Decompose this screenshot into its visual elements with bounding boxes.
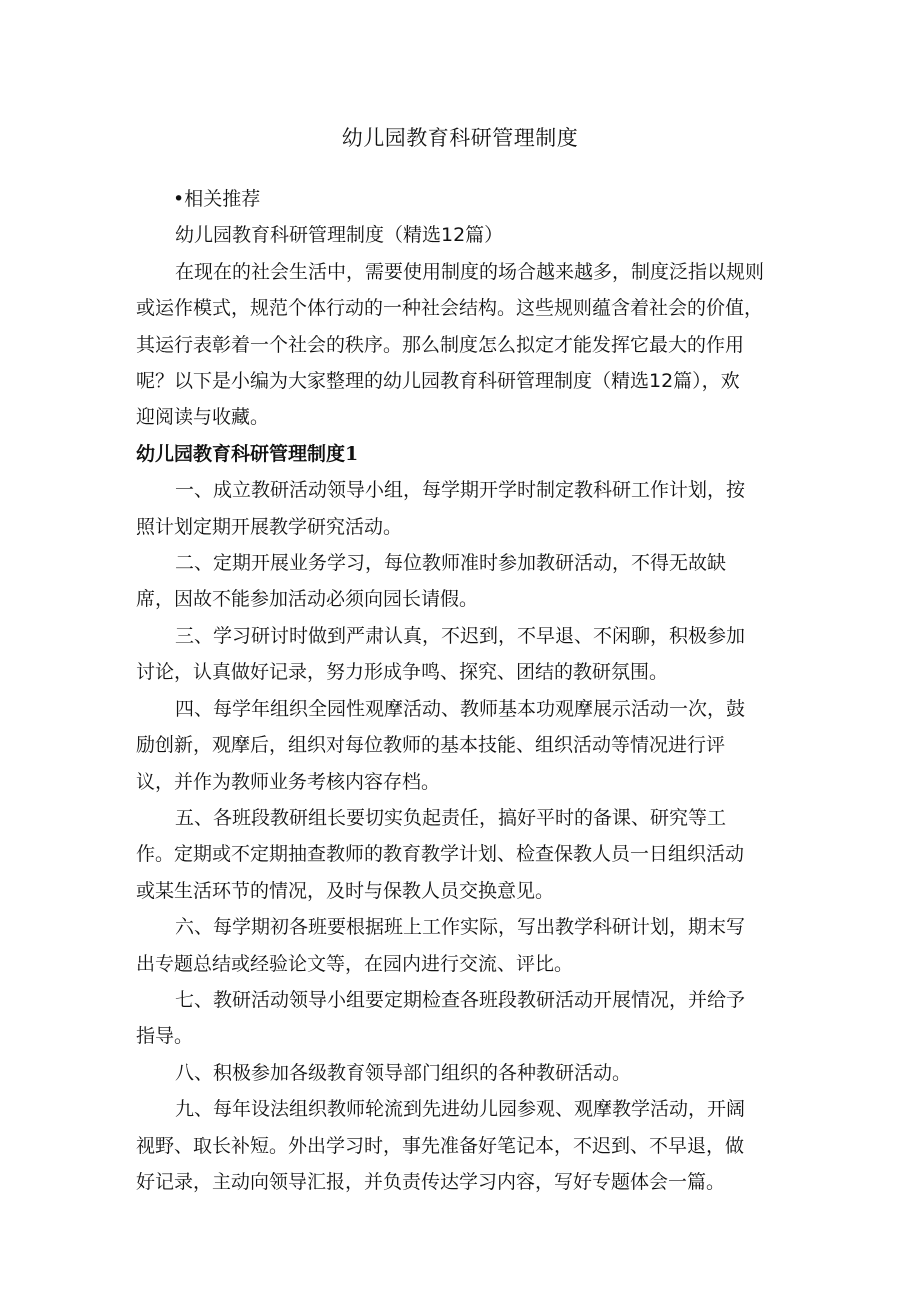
rule-line: 作。定期或不定期抽查教师的教育教学计划、检查保教人员一日组织活动 — [136, 843, 745, 866]
section-heading: 幼儿园教育科研管理制度1 — [136, 442, 359, 465]
rule-line: 或某生活环节的情况，及时与保教人员交换意见。 — [136, 879, 555, 902]
related-recommendation-label: •相关推荐 — [173, 188, 261, 210]
rule-line: 六、每学期初各班要根据班上工作实际，写出教学科研计划，期末写 — [175, 916, 746, 939]
rule-line: 二、定期开展业务学习，每位教师准时参加教研活动，不得无故缺 — [175, 552, 727, 575]
rule-item-4 — [136, 691, 798, 800]
rule-item-1 — [136, 472, 798, 545]
intro-line: 或运作模式，规范个体行动的一种社会结构。这些规则蕴含着社会的价值， — [136, 297, 764, 320]
rule-item-6 — [136, 909, 798, 982]
document-subtitle: 幼儿园教育科研管理制度（精选12篇） — [175, 224, 504, 247]
rule-item-3 — [136, 618, 798, 691]
rule-line: 讨论，认真做好记录，努力形成争鸣、探究、团结的教研氛围。 — [136, 661, 669, 684]
rule-line: 照计划定期开展教学研究活动。 — [136, 515, 403, 538]
rule-line: 指导。 — [136, 1025, 194, 1048]
intro-line: 迎阅读与收藏。 — [136, 406, 270, 429]
rule-item-9 — [136, 1091, 798, 1200]
rule-line: 九、每年设法组织教师轮流到先进幼儿园参观、观摩教学活动，开阔 — [175, 1098, 746, 1121]
rule-item-8 — [136, 1055, 798, 1091]
rule-item-2 — [136, 545, 798, 618]
rule-line: 八、积极参加各级教育领导部门组织的各种教研活动。 — [175, 1061, 632, 1084]
rule-line: 出专题总结或经验论文等，在园内进行交流、评比。 — [136, 952, 574, 975]
rule-item-7 — [136, 982, 798, 1055]
rule-line: 励创新，观摩后，组织对每位教师的基本技能、组织活动等情况进行评 — [136, 734, 726, 757]
rule-line: 议，并作为教师业务考核内容存档。 — [136, 770, 441, 793]
rule-line: 好记录，主动向领导汇报，并负责传达学习内容，写好专题体会一篇。 — [136, 1170, 726, 1193]
rule-line: 七、教研活动领导小组要定期检查各班段教研活动开展情况，并给予 — [175, 988, 746, 1011]
intro-line: 在现在的社会生活中，需要使用制度的场合越来越多，制度泛指以规则 — [175, 260, 765, 283]
intro-line: 呢？以下是小编为大家整理的幼儿园教育科研管理制度（精选12篇），欢 — [136, 370, 740, 393]
document-title: 幼儿园教育科研管理制度 — [341, 126, 579, 150]
document-body — [136, 181, 798, 1200]
rule-line: 三、学习研讨时做到严肃认真，不迟到，不早退、不闲聊，积极参加 — [175, 624, 746, 647]
rule-item-5 — [136, 800, 798, 909]
rule-line: 四、每学年组织全园性观摩活动、教师基本功观摩展示活动一次，鼓 — [175, 697, 746, 720]
rule-line: 一、成立教研活动领导小组，每学期开学时制定教科研工作计划，按 — [175, 479, 746, 502]
rule-line: 五、各班段教研组长要切实负起责任，搞好平时的备课、研究等工 — [175, 806, 727, 829]
rule-line: 席，因故不能参加活动必须向园长请假。 — [136, 588, 479, 611]
rule-line: 视野、取长补短。外出学习时，事先准备好笔记本，不迟到、不早退，做 — [136, 1134, 745, 1157]
intro-line: 其运行表彰着一个社会的秩序。那么制度怎么拟定才能发挥它最大的作用 — [136, 333, 745, 356]
intro-paragraph — [136, 254, 798, 436]
